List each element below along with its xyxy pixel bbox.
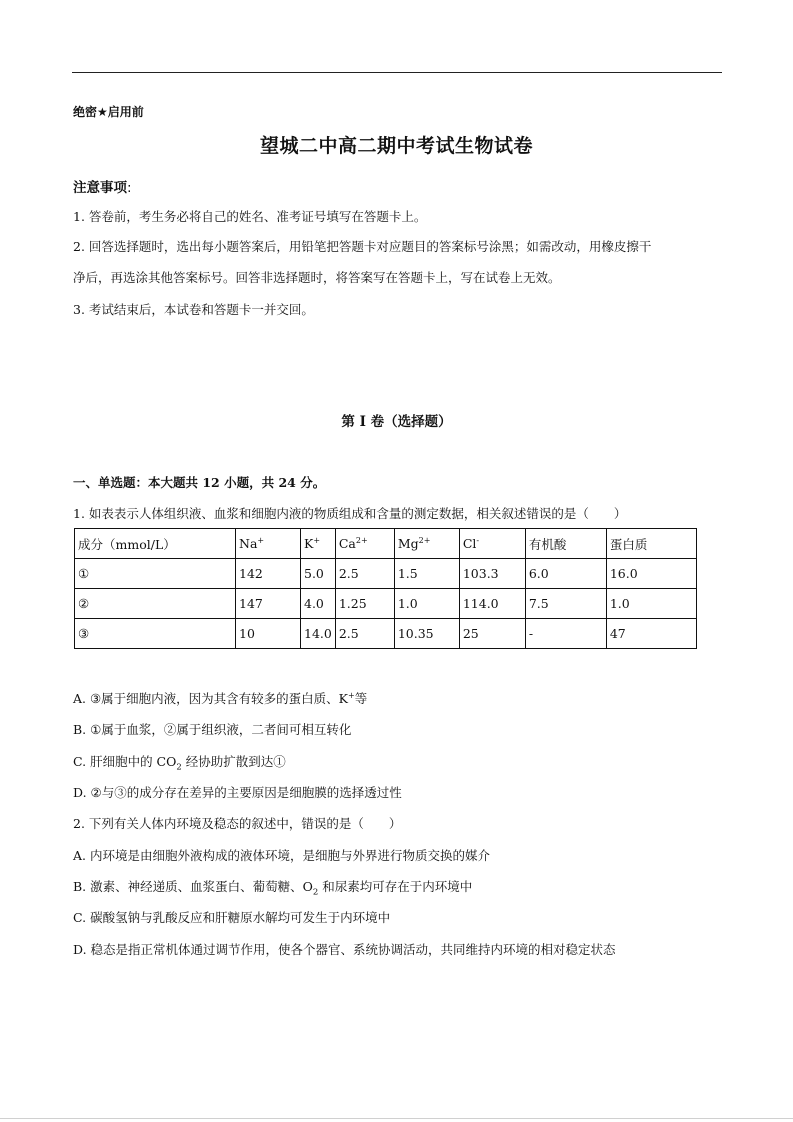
table-row [75, 619, 697, 649]
table-cell: 2.5 [335, 619, 394, 649]
q2-option-d: D. 稳态是指正常机体通过调节作用，使各个器官、系统协调活动，共同维持内环境的相对稳定状态 [73, 942, 616, 957]
header-cell-component: 成分（mmol/L） [75, 529, 236, 559]
table-cell: 7.5 [525, 589, 606, 619]
notice-item-2-cont: 净后，再选涂其他答案标号。回答非选择题时，将答案写在答题卡上，写在试卷上无效。 [73, 270, 561, 285]
notice-heading [73, 176, 132, 196]
header-ca-text: Ca [338, 536, 356, 551]
header-cell-ca [335, 529, 394, 559]
table-cell: 5.0 [301, 559, 336, 589]
notice-heading-text: 注意事项 [73, 180, 127, 196]
table-cell: 1.5 [394, 559, 459, 589]
q1-option-c [73, 752, 286, 773]
notice-item-1: 1. 答卷前，考生务必将自己的姓名、准考证号填写在答题卡上。 [73, 209, 427, 224]
q1-option-d: D. ②与③的成分存在差异的主要原因是细胞膜的选择透过性 [73, 785, 402, 800]
table-row [75, 589, 697, 619]
header-cell-k [301, 529, 336, 559]
header-cell-mg [394, 529, 459, 559]
question-1-stem: 1. 如表表示人体组织液、血浆和细胞内液的物质组成和含量的测定数据，相关叙述错误的是（ ） [73, 506, 627, 521]
q1-option-a [73, 689, 367, 707]
q1-option-a-sup: + [348, 690, 355, 700]
notice-item-2: 2. 回答选择题时，选出每小题答案后，用铅笔把答题卡对应题目的答案标号涂黑；如需改动，用橡皮擦干 [73, 239, 652, 254]
table-cell: ③ [75, 619, 236, 649]
header-ca-sup: 2+ [355, 535, 368, 545]
table-cell: 14.0 [301, 619, 336, 649]
table-cell: 1.0 [394, 589, 459, 619]
q1-option-a-text: A. ③属于细胞内液，因为其含有较多的蛋白质、K [73, 691, 349, 706]
q1-option-a-tail: 等 [354, 691, 368, 706]
q1-option-c-tail: 经协助扩散到达① [181, 754, 286, 769]
table-cell: 114.0 [459, 589, 525, 619]
header-cl-text: Cl [462, 536, 477, 551]
table-cell: 1.0 [606, 589, 696, 619]
table-cell: 16.0 [606, 559, 696, 589]
header-na-sup: + [257, 535, 265, 545]
table-cell: ② [75, 589, 236, 619]
header-mg-text: Mg [397, 536, 419, 551]
table-cell: ① [75, 559, 236, 589]
header-rule [72, 72, 722, 73]
page-bottom-edge [0, 1118, 793, 1119]
header-cell-protein: 蛋白质 [606, 529, 696, 559]
table-cell: 103.3 [459, 559, 525, 589]
table-cell: 10.35 [394, 619, 459, 649]
table-cell: 10 [236, 619, 301, 649]
q2-option-c: C. 碳酸氢钠与乳酸反应和肝糖原水解均可发生于内环境中 [73, 910, 391, 925]
header-cell-organic-acid: 有机酸 [525, 529, 606, 559]
page-title: 望城二中高二期中考试生物试卷 [259, 135, 533, 157]
secret-mark: 绝密★启用前 [73, 105, 144, 119]
table-cell: 142 [236, 559, 301, 589]
header-cell-cl [459, 529, 525, 559]
table-cell: 25 [459, 619, 525, 649]
table-cell: 47 [606, 619, 696, 649]
header-na-text: Na [239, 536, 258, 551]
header-k-sup: + [313, 535, 321, 545]
question-2-stem: 2. 下列有关人体内环境及稳态的叙述中，错误的是（ ） [73, 816, 402, 831]
q2-option-b [73, 877, 473, 898]
q1-option-c-sub: 2 [176, 762, 182, 773]
q2-option-b-sub: 2 [312, 887, 319, 898]
notice-item-3: 3. 考试结束后，本试卷和答题卡一并交回。 [73, 302, 314, 317]
section-heading: 一、单选题：本大题共 12 小题，共 24 分。 [73, 475, 326, 490]
header-cl-sup: - [476, 535, 480, 545]
table-row [75, 559, 697, 589]
header-cell-na [236, 529, 301, 559]
table-cell: 147 [236, 589, 301, 619]
table-cell: 6.0 [525, 559, 606, 589]
q2-option-b-text: B. 激素、神经递质、血浆蛋白、葡萄糖、O [73, 879, 313, 894]
header-mg-sup: 2+ [418, 535, 431, 545]
q2-option-a: A. 内环境是由细胞外液构成的液体环境，是细胞与外界进行物质交换的媒介 [73, 848, 490, 863]
part-title: 第 I 卷（选择题） [341, 414, 452, 430]
q2-option-b-tail: 和尿素均可存在于内环境中 [318, 879, 473, 894]
table-cell: 2.5 [335, 559, 394, 589]
table-cell: - [525, 619, 606, 649]
table-cell: 1.25 [335, 589, 394, 619]
q1-option-b: B. ①属于血浆，②属于组织液，二者间可相互转化 [73, 722, 352, 737]
header-k-text: K [304, 536, 314, 551]
table-cell: 4.0 [301, 589, 336, 619]
notice-heading-colon: : [127, 180, 132, 196]
composition-table [74, 528, 697, 649]
q1-option-c-text: C. 肝细胞中的 CO [73, 754, 177, 769]
table-header-row [75, 529, 697, 559]
